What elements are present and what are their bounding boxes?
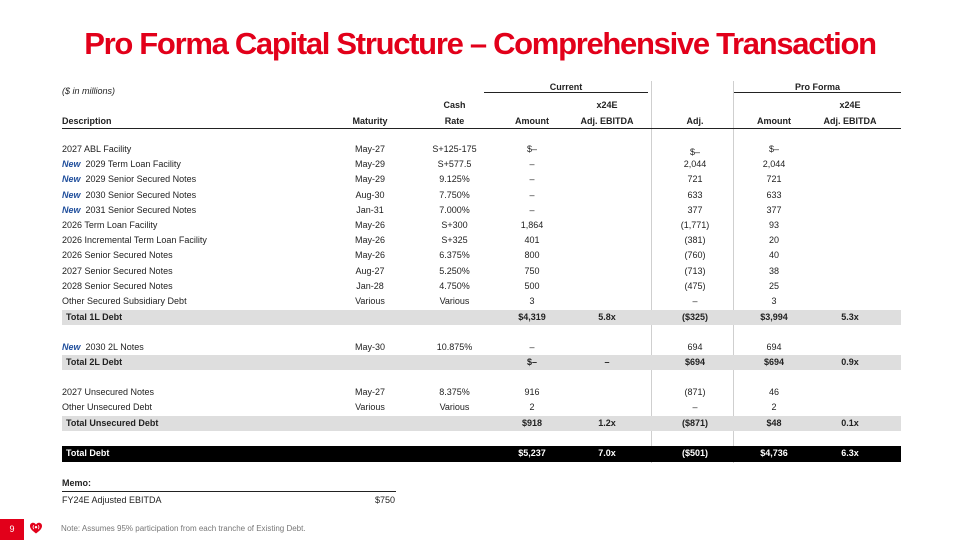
row-maturity: May-29: [354, 159, 385, 169]
row-description: 2026 Senior Secured Notes: [62, 250, 173, 260]
row-rate: S+300: [441, 220, 468, 230]
row-description: 2026 Incremental Term Loan Facility: [62, 235, 207, 245]
new-tag: New: [62, 205, 81, 215]
total-1l-row: [62, 310, 901, 325]
new-tag: New: [62, 174, 81, 184]
table-row: [62, 248, 901, 263]
header-pro-amount: Amount: [757, 116, 791, 126]
row-maturity: Various: [355, 402, 385, 412]
row-maturity: Various: [355, 296, 385, 306]
row-maturity: Aug-30: [355, 190, 385, 200]
row-description: Total Debt: [66, 448, 110, 458]
pro-forma-group-label: Pro Forma: [794, 82, 840, 92]
row-amount: 1,864: [520, 220, 544, 230]
row-rate: Various: [439, 296, 470, 306]
row-amount: 750: [524, 266, 540, 276]
row-pro-amount: 721: [766, 174, 782, 184]
total-debt-row: [62, 446, 901, 462]
header-rate: Rate: [444, 116, 465, 126]
row-rate: 4.750%: [439, 281, 470, 291]
row-maturity: May-26: [354, 220, 385, 230]
units-note: ($ in millions): [62, 86, 116, 96]
row-description: New 2030 2L Notes: [62, 342, 144, 352]
row-amount: $4,319: [518, 312, 546, 322]
row-amount: 500: [524, 281, 540, 291]
row-rate: 6.375%: [439, 250, 470, 260]
row-description: 2027 ABL Facility: [62, 144, 132, 154]
table-row: [62, 385, 901, 400]
row-rate: 9.125%: [439, 174, 470, 184]
row-multiple: 1.2x: [598, 418, 616, 428]
row-description: 2028 Senior Secured Notes: [62, 281, 173, 291]
row-pro-amount: $48: [766, 418, 782, 428]
row-amount: $–: [526, 144, 537, 154]
row-pro-multiple: 6.3x: [841, 448, 859, 458]
row-rate: S+577.5: [437, 159, 472, 169]
row-pro-amount: $3,994: [760, 312, 788, 322]
row-adj: (713): [684, 266, 706, 276]
brand-logo-icon: [29, 521, 43, 535]
row-amount: –: [529, 342, 535, 352]
footnote: Note: Assumes 95% participation from each tranche of Existing Debt.: [61, 524, 306, 533]
row-amount: $5,237: [518, 448, 546, 458]
row-adj: ($325): [681, 312, 708, 322]
row-maturity: Jan-31: [356, 205, 384, 215]
header-adj: Adj.: [686, 116, 704, 126]
row-maturity: May-26: [354, 235, 385, 245]
row-adj: 633: [687, 190, 703, 200]
row-pro-amount: 25: [768, 281, 779, 291]
header-maturity: Maturity: [352, 116, 388, 126]
total-2l-row: [62, 355, 901, 370]
memo-value: $750: [374, 495, 395, 505]
row-pro-amount: 694: [766, 342, 782, 352]
memo-label: Memo:: [62, 478, 91, 488]
row-multiple: 7.0x: [598, 448, 616, 458]
pro-forma-group-rule: [734, 92, 901, 93]
row-pro-amount: 2,044: [762, 159, 786, 169]
row-maturity: May-26: [354, 250, 385, 260]
header-amount: Amount: [515, 116, 549, 126]
row-description: 2026 Term Loan Facility: [62, 220, 158, 230]
table-row: [62, 157, 901, 172]
row-adj: 721: [687, 174, 703, 184]
row-pro-multiple: 0.1x: [841, 418, 859, 428]
row-amount: –: [529, 159, 535, 169]
row-adj: –: [692, 402, 698, 412]
row-description: New 2031 Senior Secured Notes: [62, 205, 197, 215]
row-adj: $694: [684, 357, 706, 367]
row-adj: $–: [689, 147, 700, 157]
header-x24e-pro: x24E: [839, 100, 861, 110]
row-amount: 401: [524, 235, 540, 245]
table-row: [62, 218, 901, 233]
header-rule: [62, 128, 901, 129]
row-description: 2027 Unsecured Notes: [62, 387, 155, 397]
row-maturity: Aug-27: [355, 266, 385, 276]
new-tag: New: [62, 159, 81, 169]
row-pro-amount: 633: [766, 190, 782, 200]
header-x24e-current: x24E: [596, 100, 618, 110]
row-amount: 916: [524, 387, 540, 397]
table-row: [62, 203, 901, 218]
table-row: [62, 279, 901, 294]
table-row: [62, 188, 901, 203]
row-maturity: May-27: [354, 144, 385, 154]
row-amount: –: [529, 190, 535, 200]
row-maturity: May-27: [354, 387, 385, 397]
row-amount: –: [529, 174, 535, 184]
page-number: 9: [0, 519, 24, 540]
row-amount: $918: [521, 418, 543, 428]
row-description: New 2029 Term Loan Facility: [62, 159, 181, 169]
header-description: Description: [62, 116, 112, 126]
page-title: Pro Forma Capital Structure – Comprehensive Transaction: [84, 26, 876, 61]
row-description: Total 2L Debt: [66, 357, 123, 367]
total-unsecured-row: [62, 416, 901, 431]
row-adj: 377: [687, 205, 703, 215]
row-maturity: May-29: [354, 174, 385, 184]
row-rate: S+325: [441, 235, 468, 245]
row-multiple: 5.8x: [598, 312, 616, 322]
header-cash: Cash: [443, 100, 466, 110]
row-amount: 800: [524, 250, 540, 260]
row-rate: 5.250%: [439, 266, 470, 276]
row-adj: (1,771): [680, 220, 710, 230]
table-row: [62, 294, 901, 309]
current-group-label: Current: [549, 82, 583, 92]
row-description: New 2029 Senior Secured Notes: [62, 174, 197, 184]
row-description: Total Unsecured Debt: [66, 418, 159, 428]
row-description: Total 1L Debt: [66, 312, 123, 322]
table-row: [62, 264, 901, 279]
row-rate: 8.375%: [439, 387, 470, 397]
table-row: [62, 172, 901, 187]
memo-item: FY24E Adjusted EBITDA: [62, 495, 162, 505]
row-amount: 3: [529, 296, 535, 306]
row-adj: (381): [684, 235, 706, 245]
row-amount: 2: [529, 402, 535, 412]
row-adj: 694: [687, 342, 703, 352]
row-pro-multiple: 0.9x: [841, 357, 859, 367]
row-adj: (871): [684, 387, 706, 397]
row-pro-amount: 93: [768, 220, 779, 230]
row-maturity: Jan-28: [356, 281, 384, 291]
header-adj-ebitda: Adj. EBITDA: [580, 116, 634, 126]
row-amount: $–: [526, 357, 537, 367]
row-pro-amount: $694: [763, 357, 785, 367]
row-adj: (475): [684, 281, 706, 291]
row-rate: 10.875%: [436, 342, 473, 352]
row-adj: ($871): [681, 418, 708, 428]
row-pro-amount: 3: [771, 296, 777, 306]
row-pro-amount: $–: [768, 144, 779, 154]
row-adj: –: [692, 296, 698, 306]
row-pro-amount: $4,736: [760, 448, 788, 458]
row-rate: 7.000%: [439, 205, 470, 215]
header-pro-adj-ebitda: Adj. EBITDA: [823, 116, 877, 126]
row-description: 2027 Senior Secured Notes: [62, 266, 173, 276]
row-pro-multiple: 5.3x: [841, 312, 859, 322]
row-rate: Various: [439, 402, 470, 412]
new-tag: New: [62, 342, 81, 352]
table-row: [62, 233, 901, 248]
table-row: [62, 142, 901, 157]
row-amount: –: [529, 205, 535, 215]
row-rate: S+125-175: [432, 144, 477, 154]
row-pro-amount: 40: [768, 250, 779, 260]
row-adj: (760): [684, 250, 706, 260]
table-row: [62, 340, 901, 355]
row-pro-amount: 46: [768, 387, 779, 397]
memo-rule: [62, 491, 396, 492]
table-row: [62, 400, 901, 415]
row-pro-amount: 20: [768, 235, 779, 245]
row-description: Other Unsecured Debt: [62, 402, 153, 412]
row-description: Other Secured Subsidiary Debt: [62, 296, 187, 306]
row-description: New 2030 Senior Secured Notes: [62, 190, 197, 200]
row-maturity: May-30: [354, 342, 385, 352]
row-pro-amount: 38: [768, 266, 779, 276]
current-group-rule: [484, 92, 648, 93]
row-rate: 7.750%: [439, 190, 470, 200]
new-tag: New: [62, 190, 81, 200]
row-pro-amount: 2: [771, 402, 777, 412]
row-adj: ($501): [681, 448, 708, 458]
row-multiple: –: [604, 357, 610, 367]
row-pro-amount: 377: [766, 205, 782, 215]
row-adj: 2,044: [683, 159, 707, 169]
